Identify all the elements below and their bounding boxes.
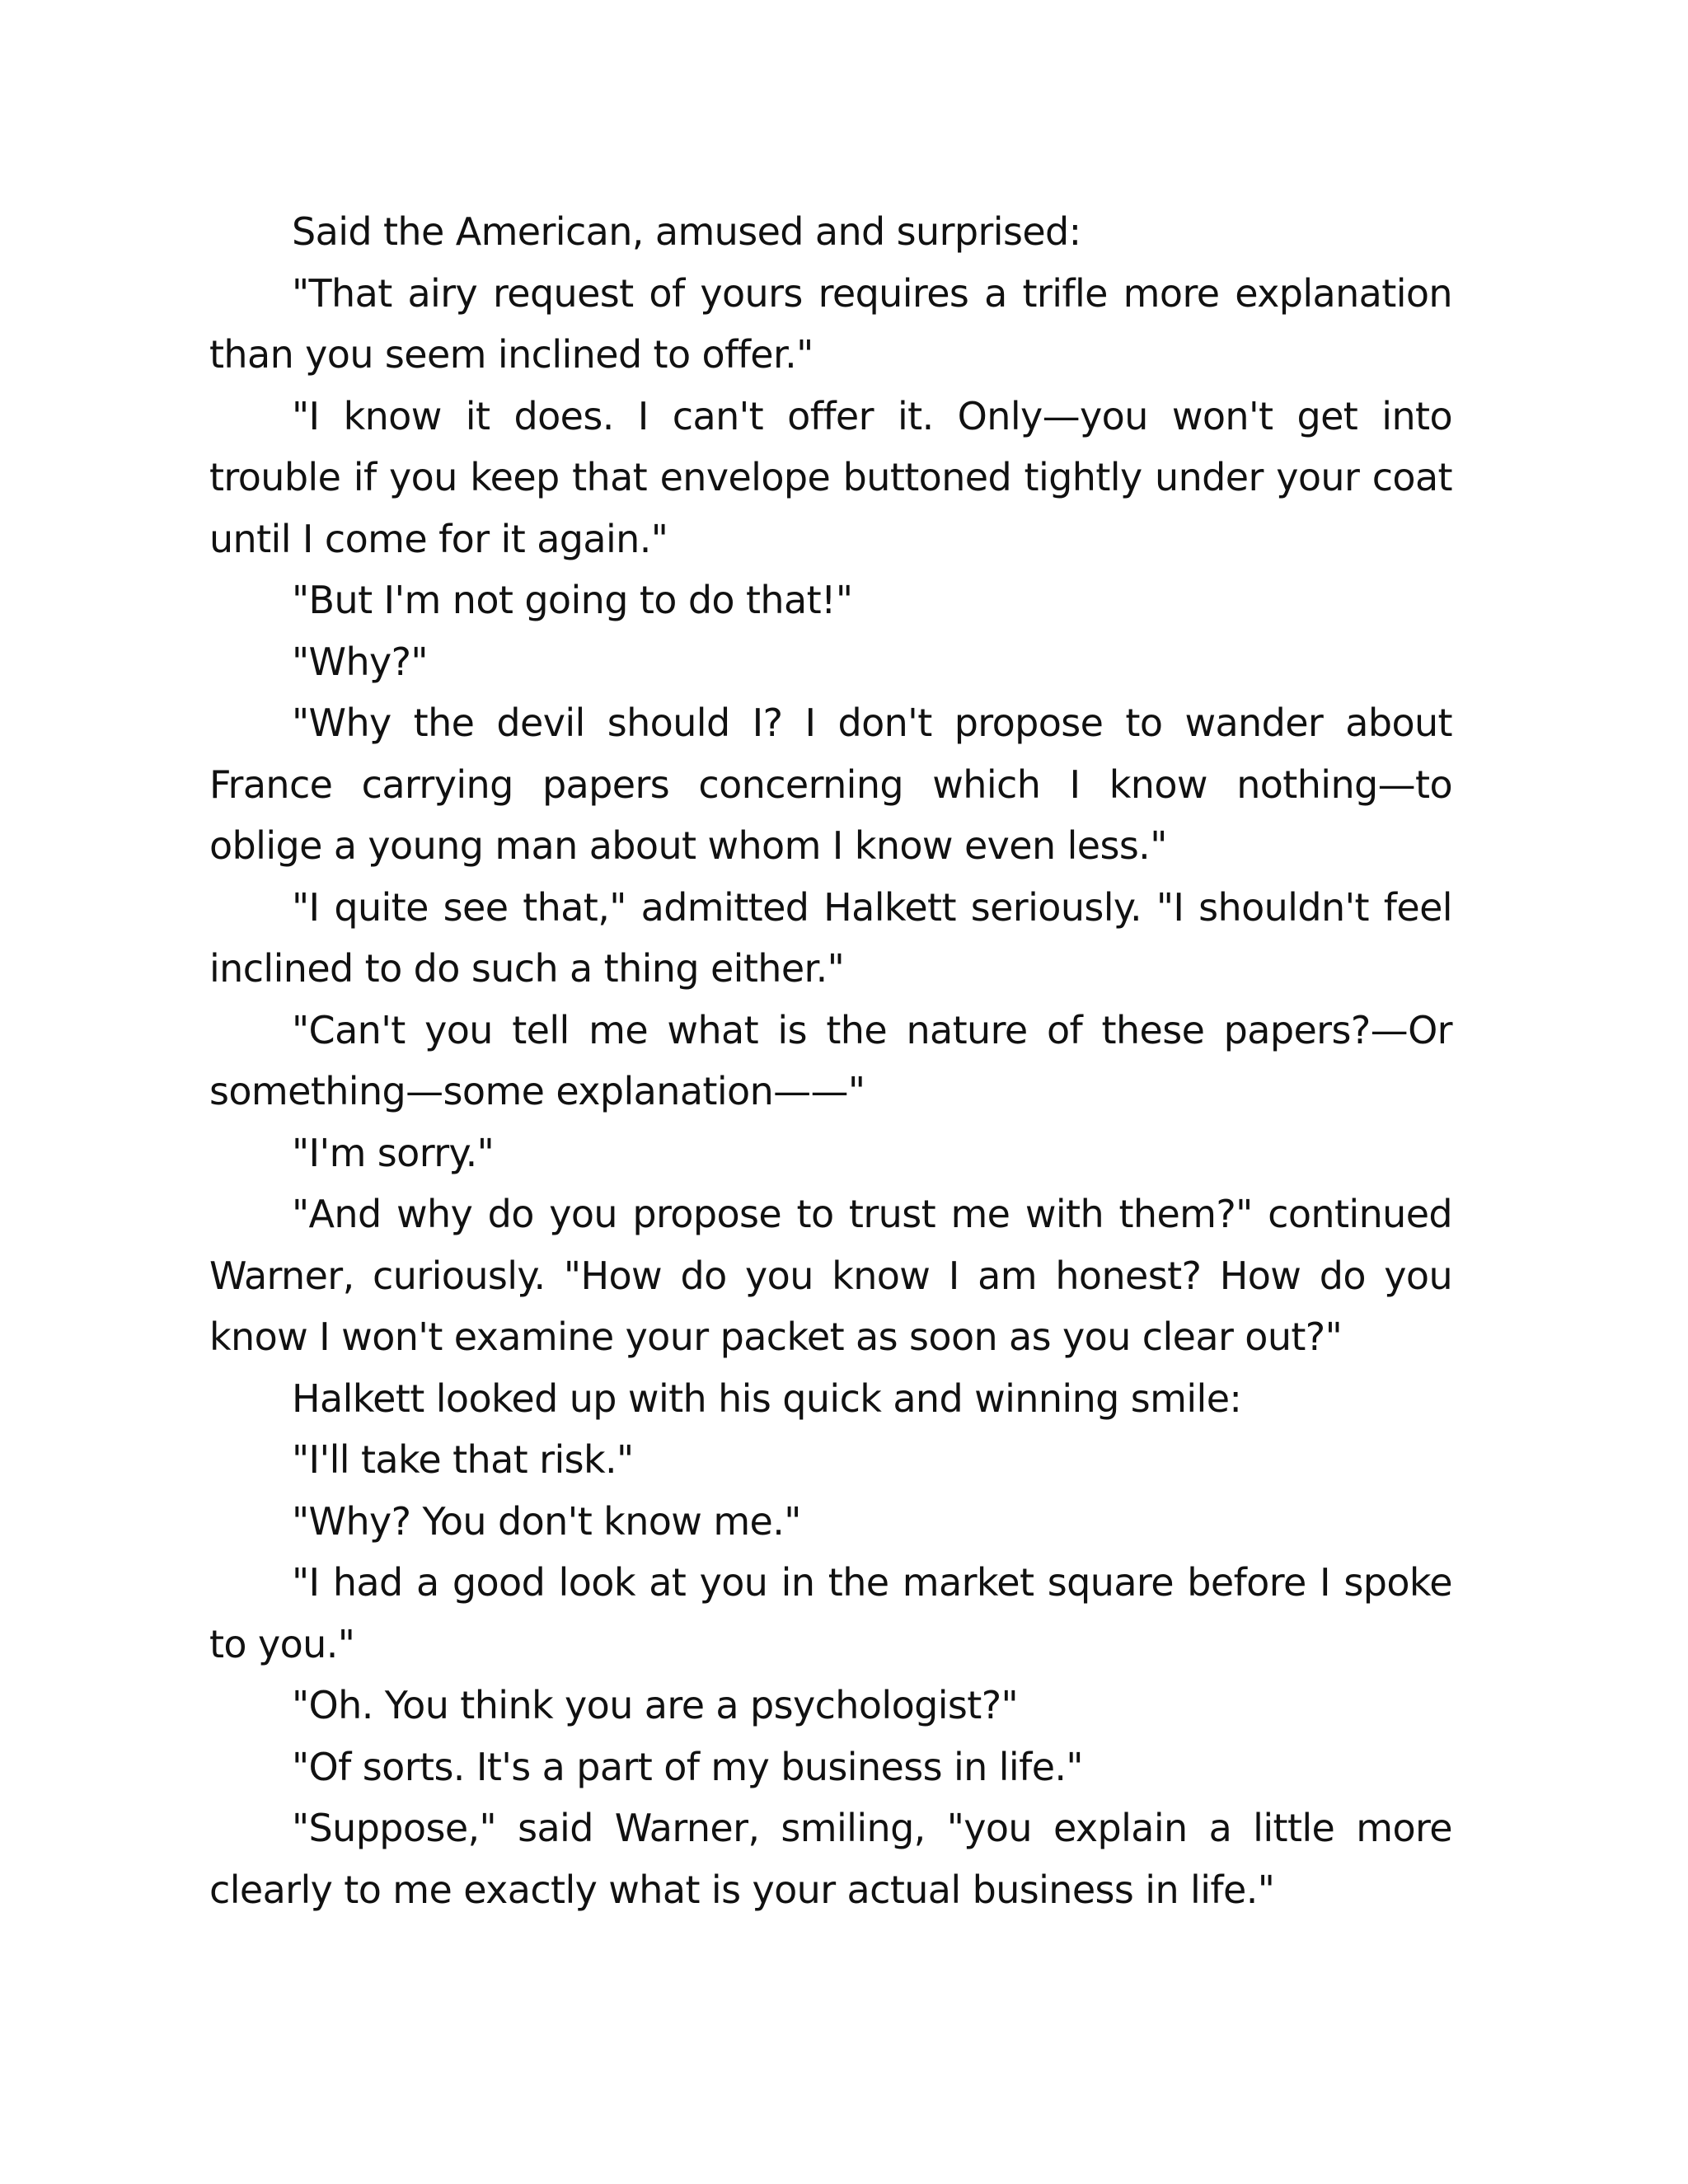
paragraph: "Suppose," said Warner, smiling, "you explain a little more clearly to me exactly what is your actual business in life." <box>209 1806 1452 1912</box>
paragraph: "I quite see that," admitted Halkett seriously. "I shouldn't feel inclined to do such a thing either." <box>209 884 1452 991</box>
paragraph: "Why?" <box>292 639 428 684</box>
paragraph: "Of sorts. It's a part of my business in life." <box>292 1744 1083 1789</box>
paragraph: "I'll take that risk." <box>292 1437 634 1482</box>
paragraph: "But I'm not going to do that!" <box>292 578 853 622</box>
paragraph: "I know it does. I can't offer it. Only—you won't get into trouble if you keep that envelope buttoned tightly under your coat until I come for it again." <box>209 393 1452 561</box>
paragraph: "Can't you tell me what is the nature of these papers?—Or something—some explanation——" <box>209 1007 1452 1113</box>
paragraph: Said the American, amused and surprised: <box>292 209 1081 254</box>
paragraph: "Why the devil should I? I don't propose to wander about France carrying papers concerning which I know nothing—to oblige a young man about whom I know even less." <box>209 701 1452 868</box>
paragraph: "Oh. You think you are a psychologist?" <box>292 1683 1019 1727</box>
paragraph: "That airy request of yours requires a trifle more explanation than you seem inclined to offer." <box>209 270 1452 377</box>
paragraph: Halkett looked up with his quick and winning smile: <box>292 1376 1242 1421</box>
page-text <box>209 201 1452 1920</box>
paragraph: "And why do you propose to trust me with them?" continued Warner, curiously. "How do you know I am honest? How do you know I won't examine your packet as soon as you clear out?" <box>209 1192 1452 1359</box>
paragraph: "I had a good look at you in the market square before I spoke to you." <box>209 1560 1452 1666</box>
paragraph: "Why? You don't know me." <box>292 1498 801 1544</box>
paragraph: "I'm sorry." <box>292 1130 495 1175</box>
